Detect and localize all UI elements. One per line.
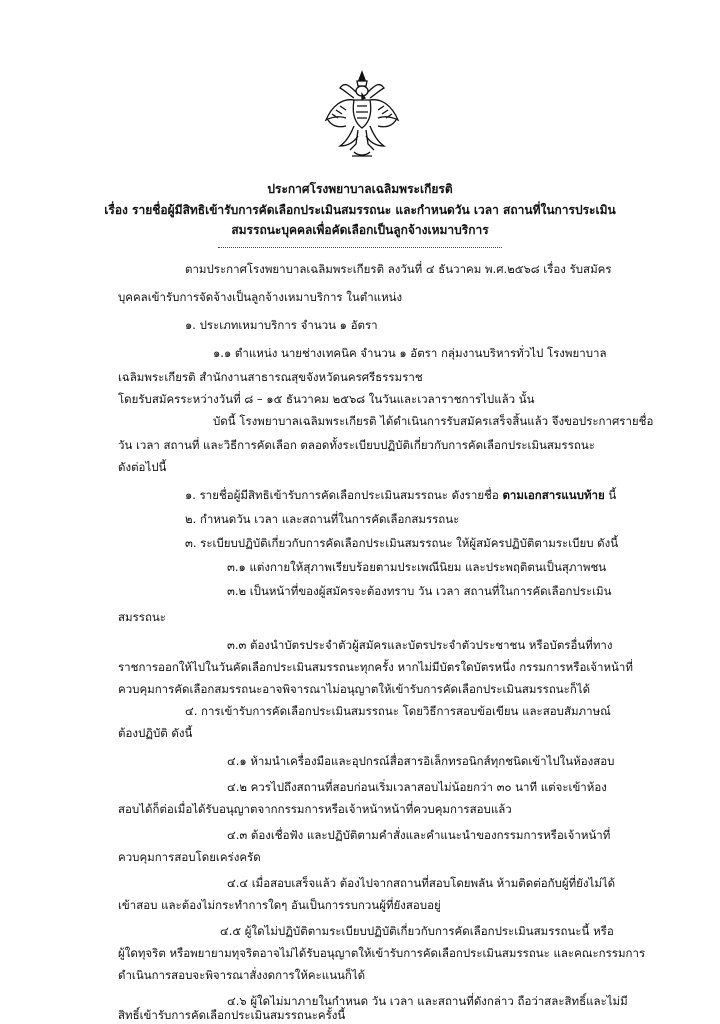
announcement-title: ประกาศโรงพยาบาลเฉลิมพระเกียรติ	[267, 182, 453, 196]
announcement-subject-cont: สมรรถนะบุคคลเพื่อคัดเลือกเป็นลูกจ้างเหมาบริการ	[231, 223, 489, 237]
body-line: ๑.๑ ตำแหน่ง นายช่างเทคนิค จำนวน ๑ อัตรา กลุ่มงานบริหารทั่วไป โรงพยาบาล	[213, 346, 607, 360]
body-line: ดังต่อไปนี้	[118, 460, 167, 474]
body-line: ดำเนินการสอบจะพิจารณาสั่งงดการให้คะแนนก็ได้	[118, 968, 366, 982]
body-line: บัดนี้ โรงพยาบาลเฉลิมพระเกียรติ ได้ดำเนินการรับสมัครเสร็จสิ้นแล้ว จึงขอประกาศรายชื่อ	[213, 414, 654, 428]
body-line: ๒. กำหนดวัน เวลา และสถานที่ในการคัดเลือกสมรรถนะ	[185, 512, 460, 526]
item-1-text: ๑. รายชื่อผู้มีสิทธิเข้ารับการคัดเลือกประเมินสมรรถนะ ดังรายชื่อ	[185, 488, 503, 502]
body-line: สมรรถนะ	[118, 610, 166, 624]
body-line: ๔.๓ ต้องเชื่อฟัง และปฏิบัติตามคำสั่งและคำแนะนำของกรรมการหรือเจ้าหน้าที่	[227, 828, 611, 842]
body-line: ๑. ประเภทเหมาบริการ จำนวน ๑ อัตรา	[185, 318, 378, 332]
body-line: ๓. ระเบียบปฏิบัติเกี่ยวกับการคัดเลือกประเมินสมรรถนะ ให้ผู้สมัครปฏิบัติตามระเบียบ ดังนี้	[185, 536, 619, 550]
attachment-reference: ตามเอกสารแนบท้าย	[502, 488, 605, 502]
title-separator	[218, 247, 502, 248]
body-line: ๔.๖ ผู้ใดไม่มาภายในกำหนด วัน เวลา และสถานที่ดังกล่าว ถือว่าสละสิทธิ์และไม่มี	[227, 994, 628, 1008]
body-line: เฉลิมพระเกียรติ สำนักงานสาธารณสุขจังหวัดนครศรีธรรมราช	[118, 370, 423, 384]
body-line: บุคคลเข้ารับการจัดจ้างเป็นลูกจ้างเหมาบริการ ในตำแหน่ง	[118, 290, 403, 304]
body-line: ควบคุมการคัดเลือกสมรรถนะอาจพิจารณาไม่อนุญาตให้เข้ารับการคัดเลือกประเมินสมรรถนะก็ได้	[118, 682, 591, 696]
body-line: สอบได้ก็ต่อเมื่อได้รับอนุญาตจากกรรมการหรือเจ้าหน้าหน้าที่ควบคุมการสอบแล้ว	[118, 802, 512, 816]
body-line: ผู้ใดทุจริต หรือพยายามทุจริตอาจไม่ได้รับอนุญาตให้เข้ารับการคัดเลือกประเมินสมรรถนะ และคณะกรรมการ	[118, 946, 646, 960]
body-line: ๔.๑ ห้ามนำเครื่องมือและอุปกรณ์สื่อสารอิเล็กทรอนิกส์ทุกชนิดเข้าไปในห้องสอบ	[227, 754, 615, 768]
body-line: ๔. การเข้ารับการคัดเลือกประเมินสมรรถนะ โดยวิธีการสอบข้อเขียน และสอบสัมภาษณ์	[185, 704, 611, 718]
body-line: เข้าสอบ และต้องไม่กระทำการใดๆ อันเป็นการรบกวนผู้ที่ยังสอบอยู่	[118, 898, 441, 912]
garuda-emblem-icon	[324, 70, 400, 160]
body-line: วัน เวลา สถานที่ และวิธีการคัดเลือก ตลอดทั้งระเบียบปฏิบัติเกี่ยวกับการคัดเลือกประเมินสมรรถนะ	[118, 438, 595, 452]
body-line: ๓.๓ ต้องนำบัตรประจำตัวผู้สมัครและบัตรประจำตัวประชาชน หรือบัตรอื่นที่ทาง	[227, 638, 613, 652]
item-1-tail: นี้	[604, 488, 617, 502]
body-line: ๔.๒ ควรไปถึงสถานที่สอบก่อนเริ่มเวลาสอบไม่น้อยกว่า ๓๐ นาที แต่จะเข้าห้อง	[227, 780, 607, 794]
body-line-item-1	[185, 488, 616, 503]
body-line: ราชการออกให้ไปในวันคัดเลือกประเมินสมรรถนะทุกครั้ง หากไม่มีบัตรใดบัตรหนึ่ง กรรมการหรือเจ้าหน้าที่	[118, 660, 633, 674]
body-line: ๔.๔ เมื่อสอบเสร็จแล้ว ต้องไปจากสถานที่สอบโดยพลัน ห้ามติดต่อกับผู้ที่ยังไม่ได้	[227, 876, 616, 890]
body-line: ๔.๕ ผู้ใดไม่ปฏิบัติตามระเบียบปฏิบัติเกี่ยวกับการคัดเลือกประเมินสมรรถนะนี้ หรือ	[220, 924, 614, 938]
body-line: ตามประกาศโรงพยาบาลเฉลิมพระเกียรติ ลงวันที่ ๔ ธันวาคม พ.ศ.๒๕๖๘ เรื่อง รับสมัคร	[185, 262, 612, 276]
body-line: ๓.๒ เป็นหน้าที่ของผู้สมัครจะต้องทราบ วัน เวลา สถานที่ในการคัดเลือกประเมิน	[227, 584, 612, 598]
announcement-subject: เรื่อง รายชื่อผู้มีสิทธิเข้ารับการคัดเลือกประเมินสมรรถนะ และกำหนดวัน เวลา สถานที่ในการประเมิน	[104, 203, 616, 217]
body-line: ต้องปฏิบัติ ดังนี้	[118, 726, 193, 740]
body-line: โดยรับสมัครระหว่างวันที่ ๘ – ๑๕ ธันวาคม ๒๕๖๘ ในวันและเวลาราชการไปแล้ว นั้น	[118, 392, 535, 406]
body-line: ๓.๑ แต่งกายให้สุภาพเรียบร้อยตามประเพณีนิยม และประพฤติตนเป็นสุภาพชน	[227, 560, 607, 574]
body-line: สิทธิ์เข้ารับการคัดเลือกประเมินสมรรถนะครั้งนี้	[118, 1008, 346, 1022]
body-line: ควบคุมการสอบโดยเคร่งครัด	[118, 850, 261, 864]
